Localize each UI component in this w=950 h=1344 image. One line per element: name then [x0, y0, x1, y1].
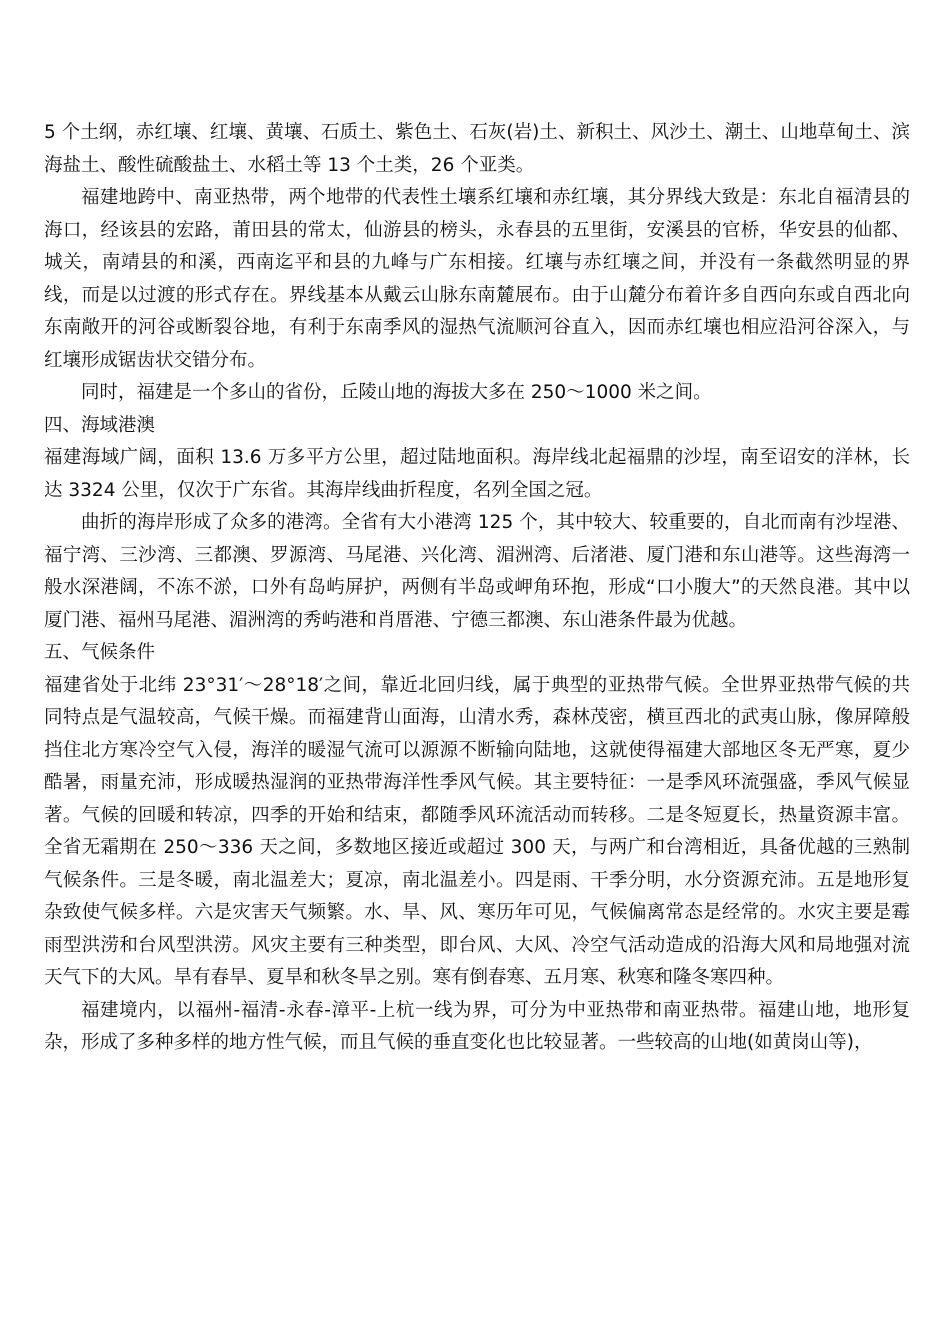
paragraph-sea-area: 福建海域广阔，面积 13.6 万多平方公里，超过陆地面积。海岸线北起福鼎的沙埕，南至诏安的洋林，长达 3324 公里，仅次于广东省。其海岸线曲折程度，名列全国之冠。 — [44, 447, 910, 501]
paragraph-soil-classes: 5 个土纲，赤红壤、红壤、黄壤、石质土、紫色土、石灰(岩)土、新积土、风沙土、潮土、山地草甸土、滨海盐土、酸性硫酸盐土、水稻土等 13 个土类，26 个亚类。 — [44, 122, 910, 176]
paragraph-climate-zones: 福建境内，以福州-福清-永春-漳平-上杭一线为界，可分为中亚热带和南亚热带。福建山地，地形复杂，形成了多种多样的地方性气候，而且气候的垂直变化也比较显著。一些较高的山地(如黄岗山等)， — [44, 999, 910, 1053]
paragraph-mountain-elevation: 同时，福建是一个多山的省份，丘陵山地的海拔大多在 250～1000 米之间。 — [81, 382, 712, 403]
paragraph-climate: 福建省处于北纬 23°31′～28°18′之间，靠近北回归线，属于典型的亚热带气候。全世界亚热带气候的共同特点是气温较高，气候干燥。而福建背山面海，山清水秀，森林茂密，横亘西北的武夷山脉，像屏障般挡住北方寒冷空气入侵，海洋的暖湿气流可以源源不断输向陆地，这就使得福建大部地区冬无严寒，夏少酷暑，雨量充沛，形成暖热湿润的亚热带海洋性季风气候。其主要特征：一是季风环流强盛，季风气候显著。气候的回暖和转凉，四季的开始和结束，都随季风环流活动而转移。二是冬短夏长，热量资源丰富。全省无霜期在 250～336 天之间，多数地区接近或超过 300 天，与两广和台湾相近，具备优越的三熟制气候条件。三是冬暖，南北温差大；夏凉，南北温差小。四是雨、干季分明，水分资源充沛。五是地形复杂致使气候多样。六是灾害天气频繁。水、旱、风、寒历年可见，气候偏离常态是经常的。水灾主要是霉雨型洪涝和台风型洪涝。风灾主要有三种类型，即台风、大风、冷空气活动造成的沿海大风和局地强对流天气下的大风。旱有春旱、夏旱和秋冬旱之别。寒有倒春寒、五月寒、秋寒和隆冬寒四种。 — [44, 674, 910, 988]
document-body — [44, 117, 910, 1060]
paragraph-harbors: 曲折的海岸形成了众多的港湾。全省有大小港湾 125 个，其中较大、较重要的，自北而南有沙埕港、福宁湾、三沙湾、三都澳、罗源湾、马尾港、兴化湾、湄洲湾、后渚港、厦门港和东山港等。这些海湾一般水深港阔，不冻不淤，口外有岛屿屏护，两侧有半岛或岬角环抱，形成“口小腹大”的天然良港。其中以厦门港、福州马尾港、湄洲湾的秀屿港和肖厝港、宁德三都澳、东山港条件最为优越。 — [44, 512, 910, 631]
section-heading-sea-harbors: 四、海域港澳 — [44, 414, 156, 436]
paragraph-soil-boundary: 福建地跨中、南亚热带，两个地带的代表性土壤系红壤和赤红壤，其分界线大致是：东北自福清县的海口，经该县的宏路，莆田县的常太，仙游县的榜头，永春县的五里街，安溪县的官桥，华安县的仙都、城关，南靖县的和溪，西南迄平和县的九峰与广东相接。红壤与赤红壤之间，并没有一条截然明显的界线，而是以过渡的形式存在。界线基本从戴云山脉东南麓展布。由于山麓分布着许多自西向东或自西北向东南敞开的河谷或断裂谷地，有利于东南季风的湿热气流顺河谷直入，因而赤红壤也相应沿河谷深入，与红壤形成锯齿状交错分布。 — [44, 187, 910, 371]
section-heading-climate: 五、气候条件 — [44, 642, 156, 663]
